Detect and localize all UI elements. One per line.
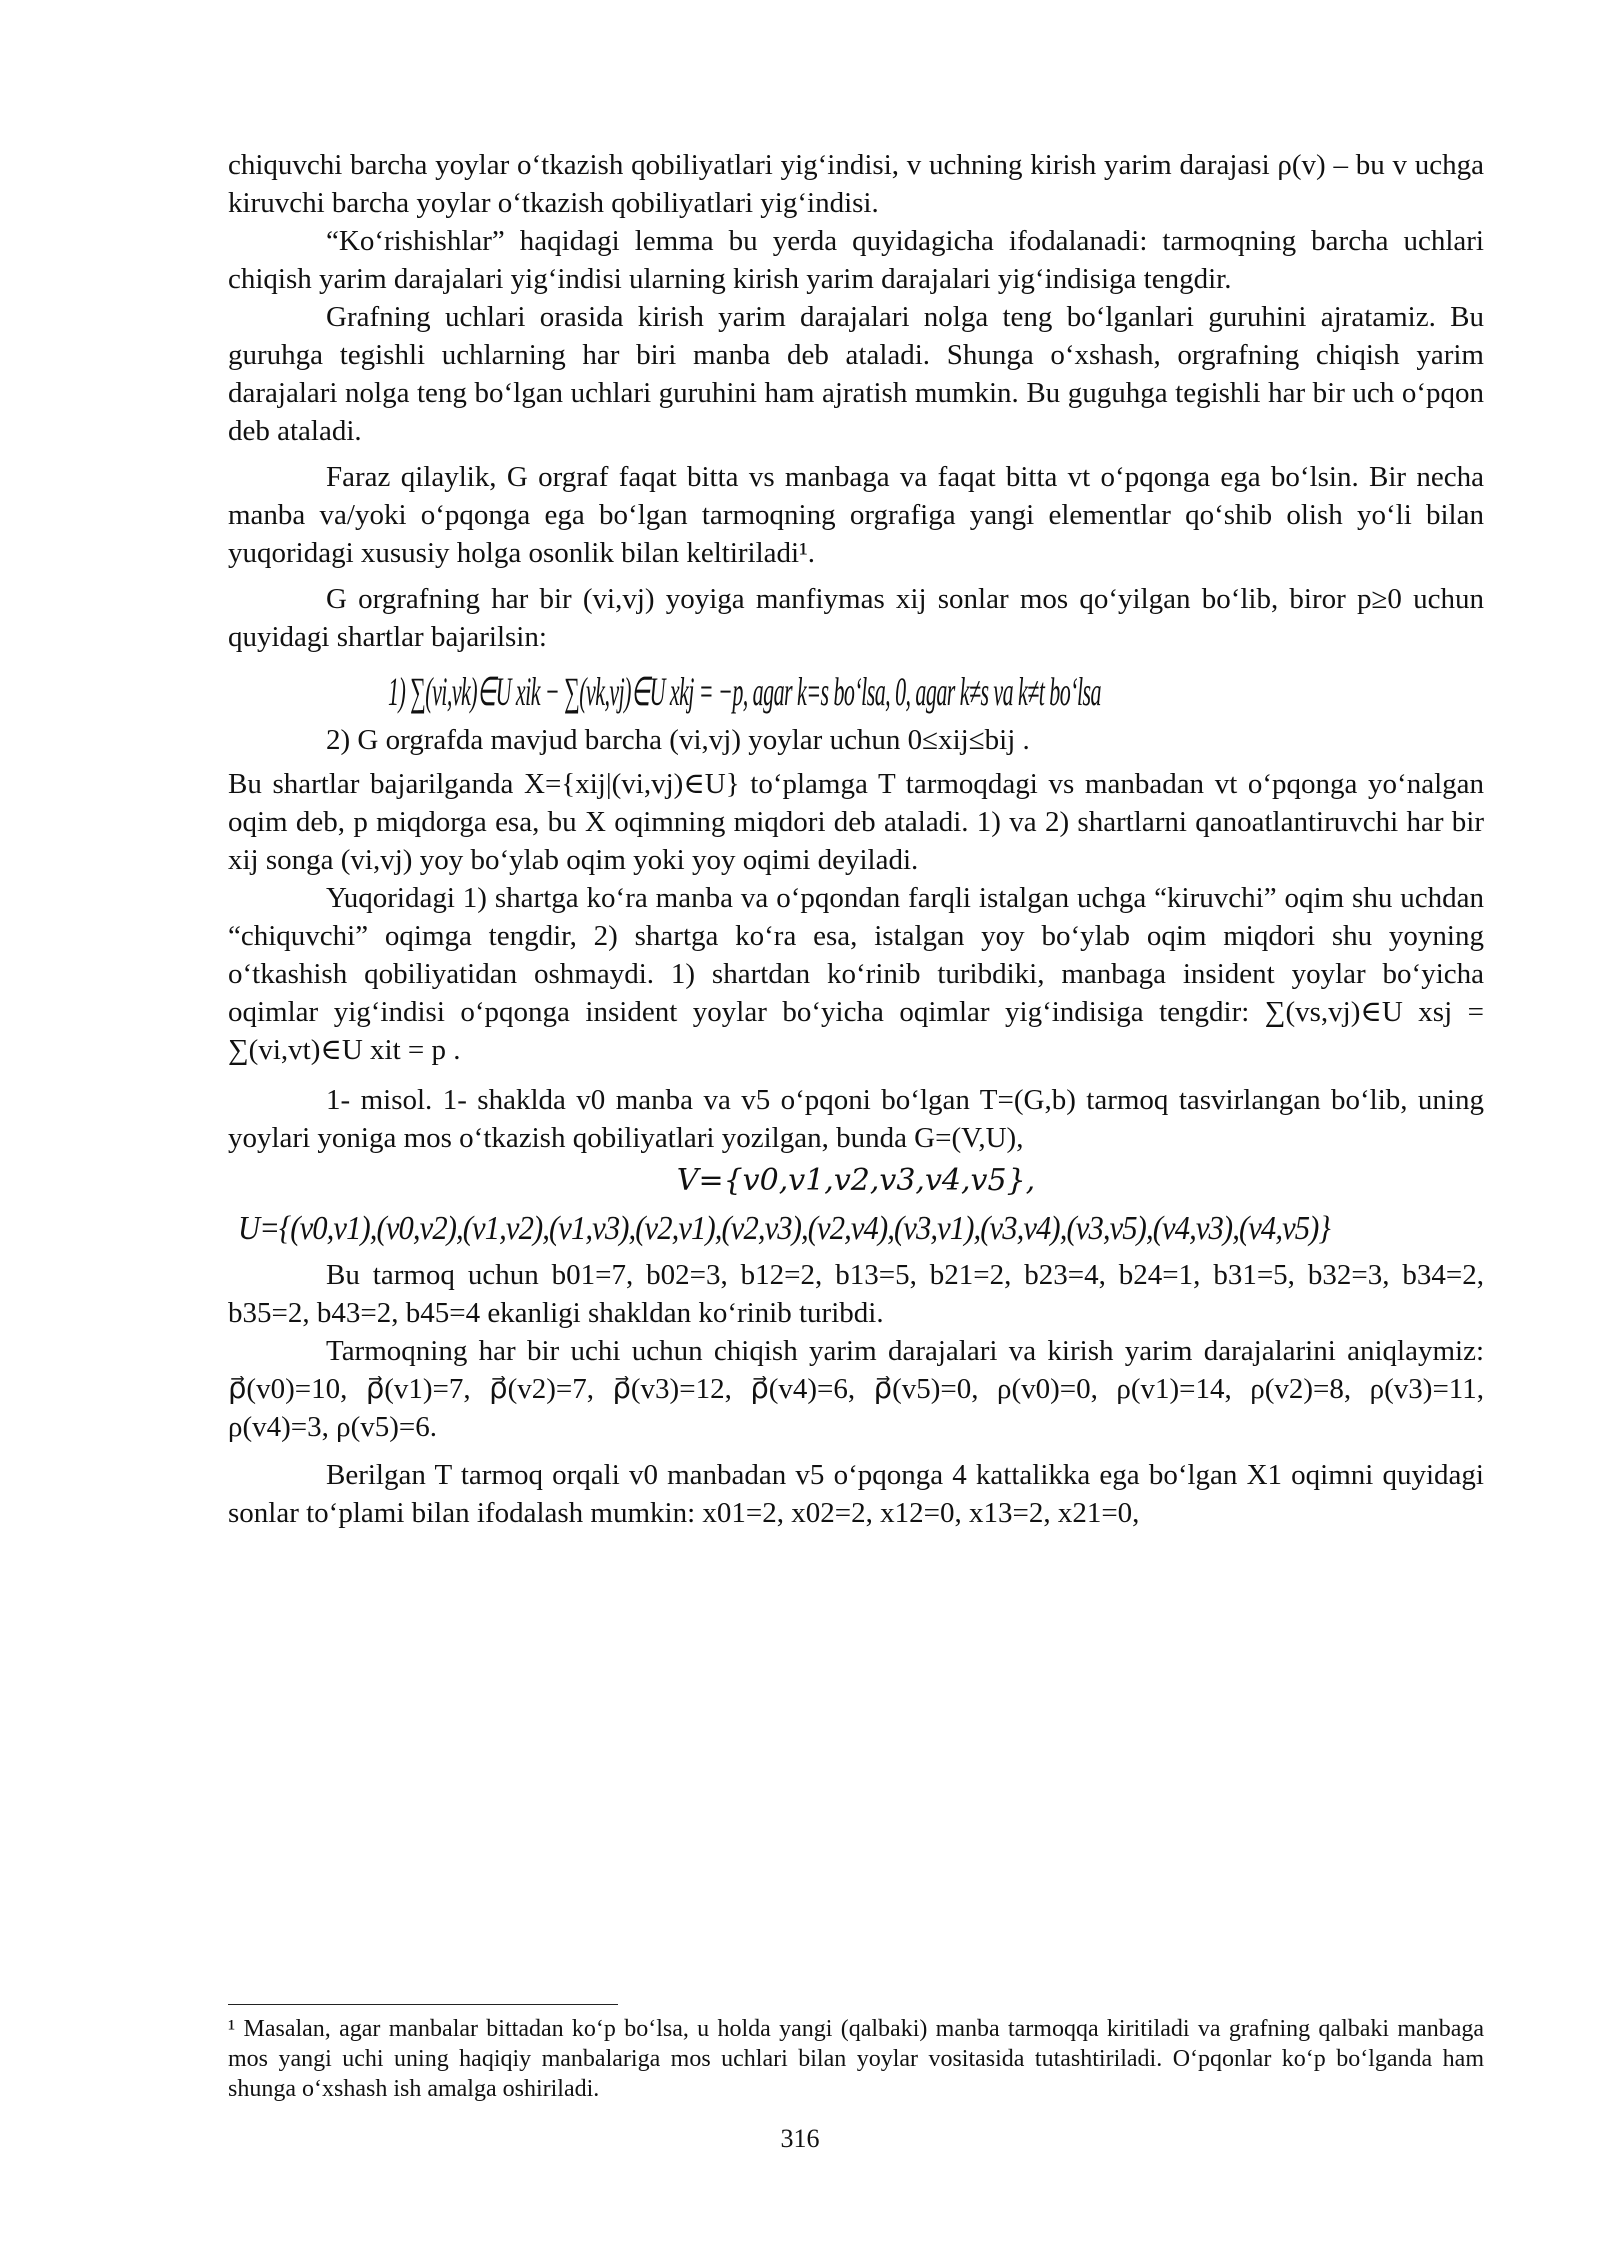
paragraph-5: G orgrafning har bir (vi,vj) yoyiga manfiymas xij sonlar mos qo‘yilgan bo‘lib, biror p≥0 uchun quyidagi shartlar bajarilsin: bbox=[228, 583, 1484, 653]
vertex-set: V={v0,v1,v2,v3,v4,v5}, bbox=[676, 1163, 1036, 1198]
footnote: ¹ Masalan, agar manbalar bittadan ko‘p bo‘lsa, u holda yangi (qalbaki) manba tarmoqqa kiritiladi va grafning qalbaki manbaga mos yangi uchi uning haqiqiy manbalariga mos uchlari bilan yoylar vositasida tutashtiriladi. O‘pqonlar ko‘p bo‘lganda ham shunga o‘xshash ish amalga oshiriladi. bbox=[228, 2016, 1484, 2102]
paragraph-4: Faraz qilaylik, G orgraf faqat bitta vs manbaga va faqat bitta vt o‘pqonga ega bo‘lsin. Bir necha manba va/yoki o‘pqonga ega bo‘lgan tarmoqning orgrafiga yangi elementlar qo‘shib olish yo‘li bilan yuqoridagi xususiy holga osonlik bilan keltiriladi¹. bbox=[228, 461, 1484, 569]
footnote-divider bbox=[228, 2004, 618, 2005]
page-number: 316 bbox=[780, 2124, 820, 2153]
condition-1-formula: 1) ∑(vi,vk)∈U xik − ∑(vk,vj)∈U xkj = −p, agar k=s bo‘lsa, 0, agar k≠s va k≠t bo‘lsa bbox=[388, 669, 1101, 714]
page-body bbox=[228, 146, 1484, 1532]
example-1: 1- misol. 1- shaklda v0 manba va v5 o‘pqoni bo‘lgan T=(G,b) tarmoq tasvirlangan bo‘lib, uning yoylari yoniga mos o‘tkazish qobiliyatlari yozilgan, bunda G=(V,U), bbox=[228, 1084, 1484, 1154]
edge-set: U={(v0,v1),(v0,v2),(v1,v2),(v1,v3),(v2,v1),(v2,v3),(v2,v4),(v3,v1),(v3,v4),(v3,v5),(v4,v3),(v4,v5)} bbox=[238, 1210, 1330, 1247]
capacities: Bu tarmoq uchun b01=7, b02=3, b12=2, b13=5, b21=2, b23=4, b24=1, b31=5, b32=3, b34=2, b35=2, b43=2, b45=4 ekanligi shakldan ko‘rinib turibdi. bbox=[228, 1259, 1484, 1329]
paragraph-1: chiquvchi barcha yoylar o‘tkazish qobiliyatlari yig‘indisi, v uchning kirish yarim darajasi ρ(v) – bu v uchga kiruvchi barcha yoylar o‘tkazish qobiliyatlari yig‘indisi. bbox=[228, 149, 1484, 219]
paragraph-6: Yuqoridagi 1) shartga ko‘ra manba va o‘pqondan farqli istalgan uchga “kiruvchi” oqim shu uchdan “chiquvchi” oqimga tengdir, 2) shartga ko‘ra esa, istalgan yoy bo‘ylab oqim miqdori shu yoyning o‘tkashish qobiliyatidan oshmaydi. 1) shartdan ko‘rinib turibdiki, manbaga insident yoylar bo‘yicha oqimlar yig‘indisi o‘pqonga insident yoylar bo‘yicha oqimlar yig‘indisiga tengdir: ∑(vs,vj)∈U xsj = ∑(vi,vt)∈U xit = p . bbox=[228, 882, 1484, 1066]
condition-2: 2) G orgrafda mavjud barcha (vi,vj) yoylar uchun 0≤xij≤bij . bbox=[326, 724, 1030, 756]
paragraph-3: Grafning uchlari orasida kirish yarim darajalari nolga teng bo‘lganlari guruhini ajratamiz. Bu guruhga tegishli uchlarning har biri manba deb ataladi. Shunga o‘xshash, orgrafning chiqish yarim darajalari nolga teng bo‘lgan uchlari guruhini ham ajratish mumkin. Bu guguhga tegishli har bir uch o‘pqon deb ataladi. bbox=[228, 301, 1484, 447]
paragraph-2: “Ko‘rishishlar” haqidagi lemma bu yerda quyidagicha ifodalanadi: tarmoqning barcha uchlari chiqish yarim darajalari yig‘indisi ularning kirish yarim darajalari yig‘indisiga tengdir. bbox=[228, 225, 1484, 295]
paragraph-flow-definition: Bu shartlar bajarilganda X={xij|(vi,vj)∈U} to‘plamga T tarmoqdagi vs manbadan vt o‘pqonga yo‘nalgan oqim deb, p miqdorga esa, bu X oqimning miqdori deb ataladi. 1) va 2) shartlarni qanoatlantiruvchi har bir xij songa (vi,vj) yoy bo‘ylab oqim yoki yoy oqimi deyiladi. bbox=[228, 768, 1484, 876]
flow-example: Berilgan T tarmoq orqali v0 manbadan v5 o‘pqonga 4 kattalikka ega bo‘lgan X1 oqimni quyidagi sonlar to‘plami bilan ifodalash mumkin: x01=2, x02=2, x12=0, x13=2, x21=0, bbox=[228, 1459, 1484, 1529]
degrees: Tarmoqning har bir uchi uchun chiqish yarim darajalari va kirish yarim darajalarini aniqlaymiz: ρ⃗(v0)=10, ρ⃗(v1)=7, ρ⃗(v2)=7, ρ⃗(v3)=12, ρ⃗(v4)=6, ρ⃗(v5)=0, ρ(v0)=0, ρ(v1)=14, ρ(v2)=8, ρ(v3)=11, ρ(v4)=3, ρ(v5)=6. bbox=[228, 1335, 1484, 1443]
